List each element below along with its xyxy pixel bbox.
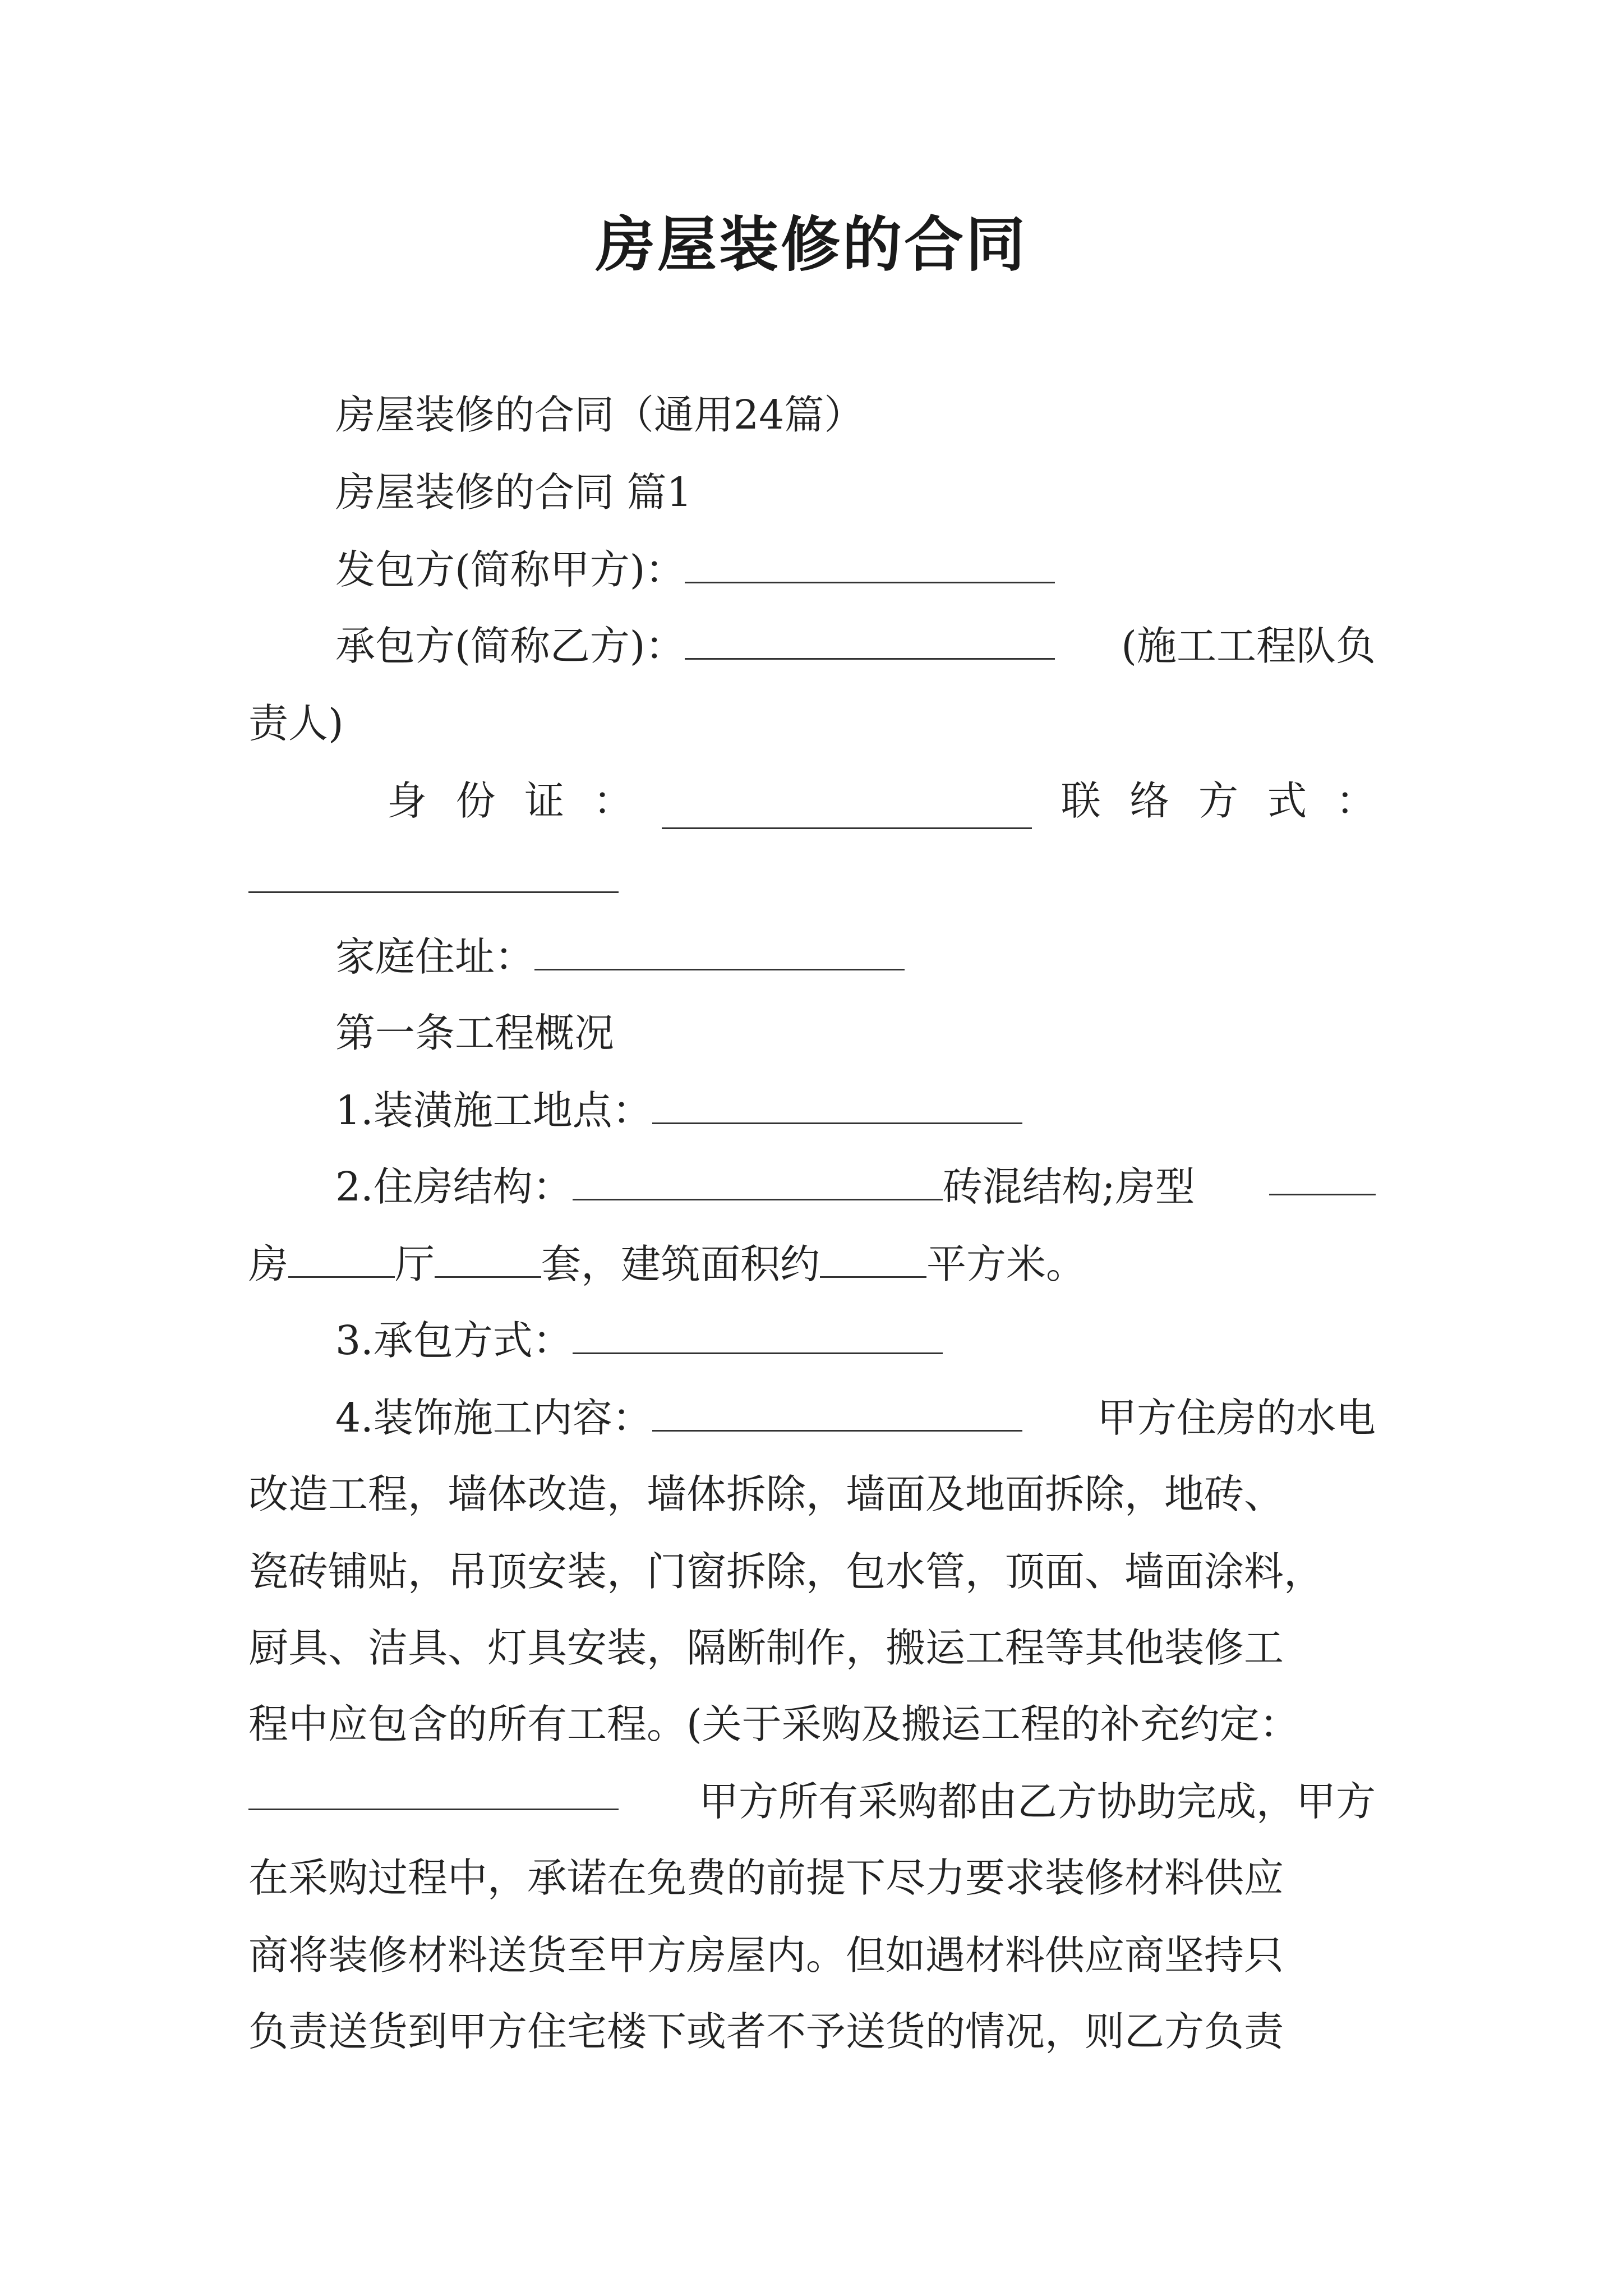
party-b-blank[interactable] — [685, 623, 1055, 660]
document-title: 房屋装修的合同 — [596, 210, 1027, 279]
item-3-blank[interactable] — [573, 1318, 943, 1354]
item-4-blank-tail: 甲方所有采购都由乙方协助完成，甲方 — [698, 1778, 1376, 1825]
item-4-blank-line — [248, 1774, 1376, 1830]
item-4-text-line: 在采购过程中，承诺在免费的前提下尽力要求装修材料供应 — [248, 1855, 1284, 1901]
item-2-text-a: 房 — [248, 1241, 289, 1287]
subtitle: 房屋装修的合同（通用24篇） — [335, 392, 864, 438]
id-label-char: ： — [593, 777, 633, 824]
item-4-text-line: 改造工程，墙体改造，墙体拆除，墙面及地面拆除，地砖、 — [248, 1471, 1284, 1517]
contact-label-char: 络 — [1129, 777, 1170, 824]
party-a-line — [335, 542, 1376, 598]
article-1-title: 第一条工程概况 — [335, 1010, 615, 1056]
item-1-blank[interactable] — [652, 1088, 1022, 1124]
party-b-label: 承包方(简称乙方)： — [335, 623, 685, 669]
item-1-label: 1.装潢施工地点： — [335, 1087, 652, 1134]
item-3-label: 3.承包方式： — [335, 1317, 573, 1364]
address-line — [335, 929, 1376, 985]
item-2-blank[interactable] — [573, 1164, 943, 1200]
item-4-text-line: 商将装修材料送货至甲方房屋内。但如遇材料供应商坚持只 — [248, 1932, 1284, 1978]
item-4-label: 4.装饰施工内容： — [335, 1395, 652, 1441]
item-4-text-line: 程中应包含的所有工程。(关于采购及搬运工程的补充约定： — [248, 1701, 1299, 1747]
item-3-line — [335, 1313, 1376, 1369]
item-1-line — [335, 1083, 1376, 1139]
contact-label-char: 式 — [1267, 777, 1307, 824]
party-b-line — [335, 618, 1376, 674]
item-2-line — [335, 1159, 1376, 1215]
contact-label-char: 方 — [1198, 777, 1238, 824]
item-2-mid: 砖混结构;房型 — [942, 1163, 1195, 1210]
id-label-char: 份 — [455, 777, 496, 824]
item-4-line — [335, 1390, 1376, 1446]
contact-blank[interactable] — [248, 857, 619, 893]
id-number-blank[interactable] — [662, 793, 1032, 829]
item-2-text-c: 套，建筑面积约 — [541, 1241, 820, 1287]
id-label-char: 证 — [524, 777, 565, 824]
item-2-label: 2.住房结构： — [335, 1163, 573, 1210]
id-label-char: 身 — [387, 777, 427, 824]
item-4-tail: 甲方住房的水电 — [1096, 1395, 1376, 1441]
party-a-label: 发包方(简称甲方)： — [335, 546, 685, 593]
contact-label-char: ： — [1335, 777, 1376, 824]
item-2-blank-2[interactable] — [288, 1241, 395, 1278]
item-4-supplement-blank[interactable] — [248, 1774, 619, 1810]
contact-blank-line — [248, 852, 1376, 908]
item-2-blank-4[interactable] — [820, 1241, 926, 1278]
item-2-text-d: 平方米。 — [926, 1241, 1086, 1287]
party-b-suffix: (施工工程队负 — [1121, 623, 1376, 669]
section-heading: 房屋装修的合同 篇1 — [335, 469, 692, 516]
item-2-text-b: 厅 — [395, 1241, 435, 1287]
address-blank[interactable] — [534, 934, 905, 970]
party-a-blank[interactable] — [685, 547, 1055, 583]
item-4-text-line: 瓷砖铺贴，吊顶安装，门窗拆除，包水管，顶面、墙面涂料， — [248, 1548, 1324, 1595]
item-4-text-line: 负责送货到甲方住宅楼下或者不予送货的情况，则乙方负责 — [248, 2008, 1284, 2055]
item-2-blank-3[interactable] — [435, 1241, 541, 1278]
address-label: 家庭住址： — [335, 933, 535, 980]
contact-label-char: 联 — [1061, 777, 1101, 824]
item-4-blank[interactable] — [652, 1395, 1022, 1432]
item-4-text-line: 厨具、洁具、灯具安装，隔断制作，搬运工程等其他装修工 — [248, 1625, 1284, 1671]
item-2-room-blank[interactable] — [1269, 1159, 1376, 1195]
item-2-line-2 — [248, 1236, 1376, 1292]
party-b-suffix-line2: 责人) — [248, 700, 344, 747]
id-contact-line — [387, 773, 1376, 829]
